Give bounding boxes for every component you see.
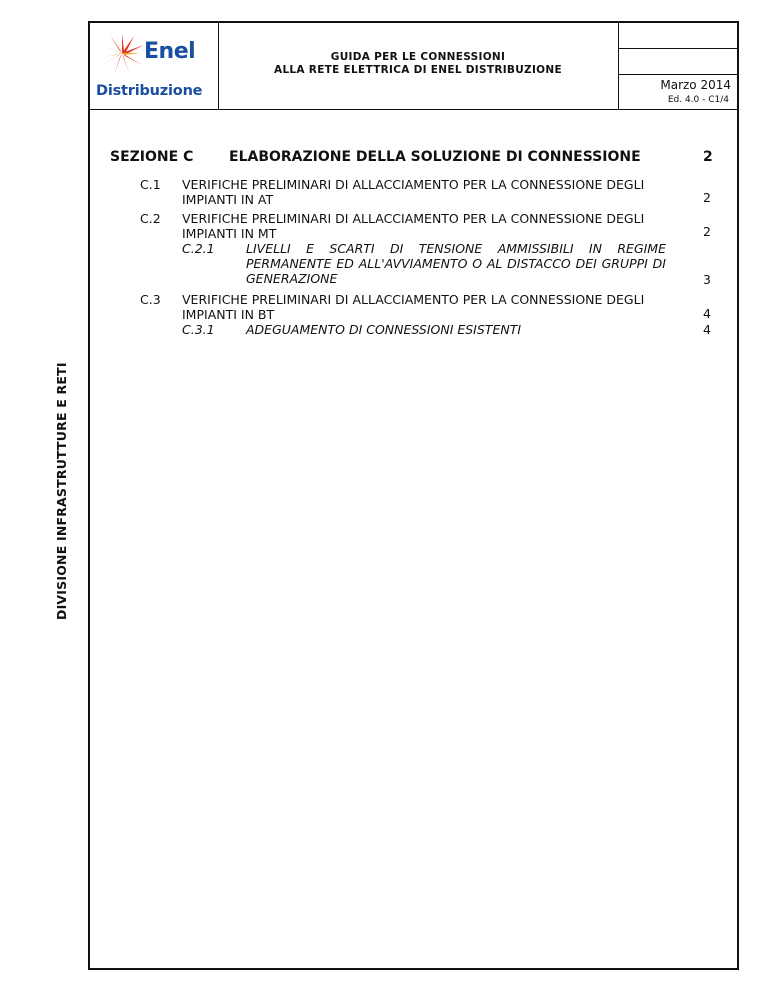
side-label-division: DIVISIONE INFRASTRUTTURE E RETI (54, 362, 69, 620)
toc-entry-line: VERIFICHE PRELIMINARI DI ALLACCIAMENTO PER LA CONNESSIONE DEGLI (182, 211, 645, 226)
toc-subentry-text: LIVELLI E SCARTI DI TENSIONE AMMISSIBILI IN REGIME PERMANENTE ED ALL'AVVIAMENTO O AL DISTACCO DEI GRUPPI DI GENERAZIONE (246, 241, 666, 286)
toc-subentry-text: ADEGUAMENTO DI CONNESSIONI ESISTENTI (246, 322, 522, 337)
toc-entry-line: IMPIANTI IN AT (182, 192, 274, 207)
header-date: Marzo 2014 (660, 78, 731, 92)
logo-word: Enel (144, 39, 196, 64)
header-title-cell (218, 23, 619, 109)
toc-entry-text (182, 211, 682, 241)
header-info-cell (618, 23, 737, 109)
toc-entry-line: IMPIANTI IN BT (182, 307, 275, 322)
toc-entry-line: VERIFICHE PRELIMINARI DI ALLACCIAMENTO PER LA CONNESSIONE DEGLI (182, 292, 645, 307)
header-title-line1: GUIDA PER LE CONNESSIONI (330, 51, 506, 63)
toc-section-label: SEZIONE C (110, 149, 194, 165)
enel-flame-icon (100, 31, 146, 77)
header-edition: Ed. 4.0 - C1/4 (667, 95, 729, 105)
header-empty-row-1 (618, 23, 737, 49)
toc-entry-number: C.3 (140, 292, 161, 307)
toc-subentry-page: 3 (703, 272, 711, 287)
toc-section-title: ELABORAZIONE DELLA SOLUZIONE DI CONNESSIONE (229, 149, 641, 165)
logo-subtitle: Distribuzione (96, 83, 203, 99)
toc-entry-page: 4 (703, 306, 711, 321)
document-header (90, 23, 737, 110)
toc-subentry-number: C.2.1 (182, 241, 215, 256)
header-title-line2: ALLA RETE ELETTRICA DI ENEL DISTRIBUZIONE (274, 64, 562, 76)
toc-entry-text (182, 292, 682, 322)
toc-entry-line: VERIFICHE PRELIMINARI DI ALLACCIAMENTO PER LA CONNESSIONE DEGLI (182, 177, 645, 192)
logo-cell (90, 23, 219, 109)
toc-subentry-number: C.3.1 (182, 322, 215, 337)
toc-section-page: 2 (703, 149, 713, 165)
toc-entry-page: 2 (703, 190, 711, 205)
toc-entry-line: IMPIANTI IN MT (182, 226, 277, 241)
toc-entry-number: C.1 (140, 177, 161, 192)
header-empty-row-2 (618, 49, 737, 75)
toc-subentry-page: 4 (703, 322, 711, 337)
toc-entry-number: C.2 (140, 211, 161, 226)
toc-entry-page: 2 (703, 224, 711, 239)
toc-entry-text (182, 177, 682, 207)
